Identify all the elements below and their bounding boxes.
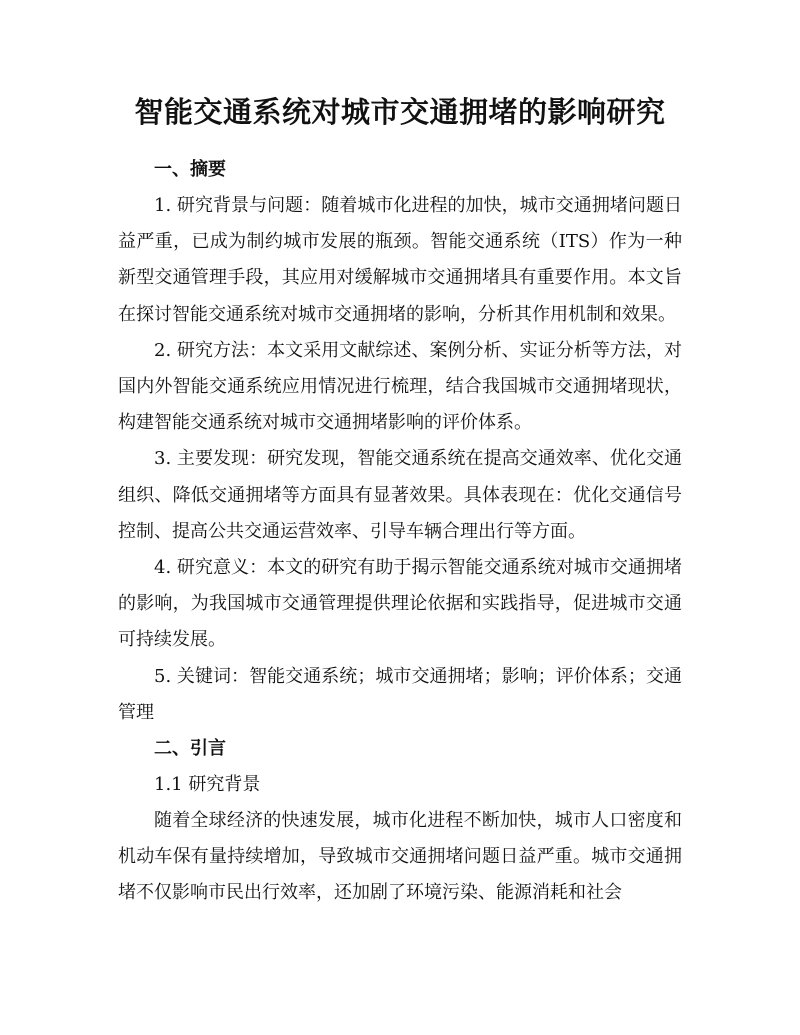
introduction-paragraph: 随着全球经济的快速发展，城市化进程不断加快，城市人口密度和机动车保有量持续增加，导致城市交通拥堵问题日益严重。城市交通拥堵不仅影响市民出行效率，还加剧了环境污染、能源消耗和社会 (118, 810, 682, 904)
subsection-heading-background: 1.1 研究背景 (154, 774, 261, 796)
section-heading-introduction: 二、引言 (154, 738, 226, 760)
abstract-item-significance: 4. 研究意义：本文的研究有助于揭示智能交通系统对城市交通拥堵的影响，为我国城市交通管理提供理论依据和实践指导，促进城市交通可持续发展。 (118, 557, 682, 651)
abstract-item-findings: 3. 主要发现：研究发现，智能交通系统在提高交通效率、优化交通组织、降低交通拥堵等方面具有显著效果。具体表现在：优化交通信号控制、提高公共交通运营效率、引导车辆合理出行等方面。 (118, 448, 682, 542)
section-heading-abstract: 一、摘要 (154, 159, 226, 180)
abstract-item-method: 2. 研究方法：本文采用文献综述、案例分析、实证分析等方法，对国内外智能交通系统应用情况进行梳理，结合我国城市交通拥堵现状，构建智能交通系统对城市交通拥堵影响的评价体系。 (118, 339, 682, 434)
abstract-item-keywords: 5. 关键词：智能交通系统；城市交通拥堵；影响；评价体系；交通管理 (118, 665, 682, 723)
abstract-item-background: 1. 研究背景与问题：随着城市化进程的加快，城市交通拥堵问题日益严重，已成为制约城市发展的瓶颈。智能交通系统（ITS）作为一种新型交通管理手段，其应用对缓解城市交通拥堵具有重要作用。本文旨在探讨智能交通系统对城市交通拥堵的影响，分析其作用机制和效果。 (118, 195, 682, 325)
document-title: 智能交通系统对城市交通拥堵的影响研究 (134, 95, 666, 129)
